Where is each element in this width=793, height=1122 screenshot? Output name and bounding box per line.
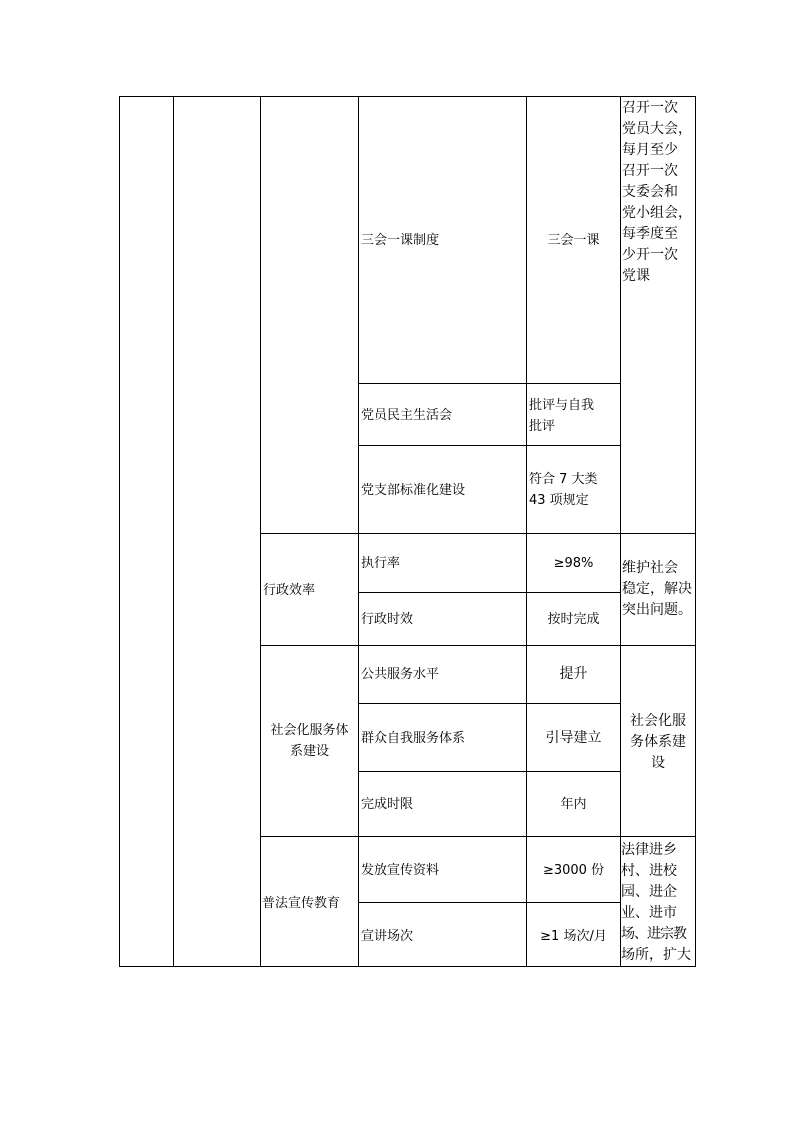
note-line: 设 <box>651 755 665 771</box>
table-border-bottom <box>119 966 696 967</box>
note-line: 每季度至 <box>622 226 678 242</box>
note-line: 召开一次 <box>622 100 678 116</box>
note-line: 每月至少 <box>622 142 678 158</box>
target-cell: ≥98% <box>553 556 594 571</box>
table-border-top <box>119 96 696 97</box>
target-cell-line: 43 项规定 <box>529 493 589 508</box>
item-cell: 发放宣传资料 <box>361 863 440 878</box>
item-cell: 群众自我服务体系 <box>361 731 466 746</box>
note-line: 党员大会， <box>622 121 692 137</box>
note-line: 法律进乡 <box>621 842 677 858</box>
table-border-left <box>119 96 120 967</box>
target-cell: ≥1 场次/月 <box>540 929 607 944</box>
target-cell: ≥3000 份 <box>542 863 605 878</box>
item-cell: 完成时限 <box>361 797 414 812</box>
item-cell: 执行率 <box>361 556 401 571</box>
group-divider <box>260 645 696 646</box>
item-cell: 宣讲场次 <box>361 929 414 944</box>
note-line: 园、进企 <box>621 884 677 900</box>
group-label: 普法宣传教育 <box>262 896 341 911</box>
item-cell: 党员民主生活会 <box>361 408 453 423</box>
note-line: 务体系建 <box>630 734 686 750</box>
group-label-line: 社会化服务体 <box>270 723 349 738</box>
note-line: 维护社会 <box>622 560 678 576</box>
group-label-line: 系建设 <box>289 744 329 759</box>
target-cell: 按时完成 <box>547 612 600 627</box>
note-line: 党小组会， <box>622 205 692 221</box>
target-cell-line: 批评 <box>529 419 556 434</box>
target-cell-line: 批评与自我 <box>529 398 595 413</box>
target-cell: 提升 <box>559 666 588 682</box>
column-divider <box>173 96 174 967</box>
target-cell: 引导建立 <box>545 730 602 746</box>
note-line: 场所，扩大 <box>621 947 691 963</box>
row-divider <box>358 592 621 593</box>
item-cell: 三会一课制度 <box>361 233 440 248</box>
item-cell: 行政时效 <box>361 612 414 627</box>
target-cell-line: 符合 7 大类 <box>529 472 598 487</box>
note-line: 召开一次 <box>622 163 678 179</box>
note-line: 业、进市 <box>621 905 677 921</box>
note-line: 村、进校 <box>621 863 677 879</box>
row-divider <box>358 383 621 384</box>
note-line: 党课 <box>622 268 650 284</box>
note-line: 支委会和 <box>622 184 678 200</box>
row-divider <box>358 902 621 903</box>
group-label: 行政效率 <box>263 583 316 598</box>
note-line: 社会化服 <box>630 713 686 729</box>
row-divider <box>358 703 621 704</box>
note-line: 少开一次 <box>622 247 678 263</box>
target-cell: 年内 <box>560 797 587 812</box>
item-cell: 公共服务水平 <box>361 667 440 682</box>
row-divider <box>358 445 621 446</box>
group-divider <box>260 836 696 837</box>
note-line: 稳定，解决 <box>622 581 692 597</box>
row-divider <box>358 771 621 772</box>
group-divider <box>260 533 696 534</box>
note-line: 场、进宗教 <box>621 926 686 942</box>
target-cell: 三会一课 <box>547 233 600 248</box>
item-cell: 党支部标准化建设 <box>361 483 466 498</box>
note-line: 突出问题。 <box>622 602 692 618</box>
